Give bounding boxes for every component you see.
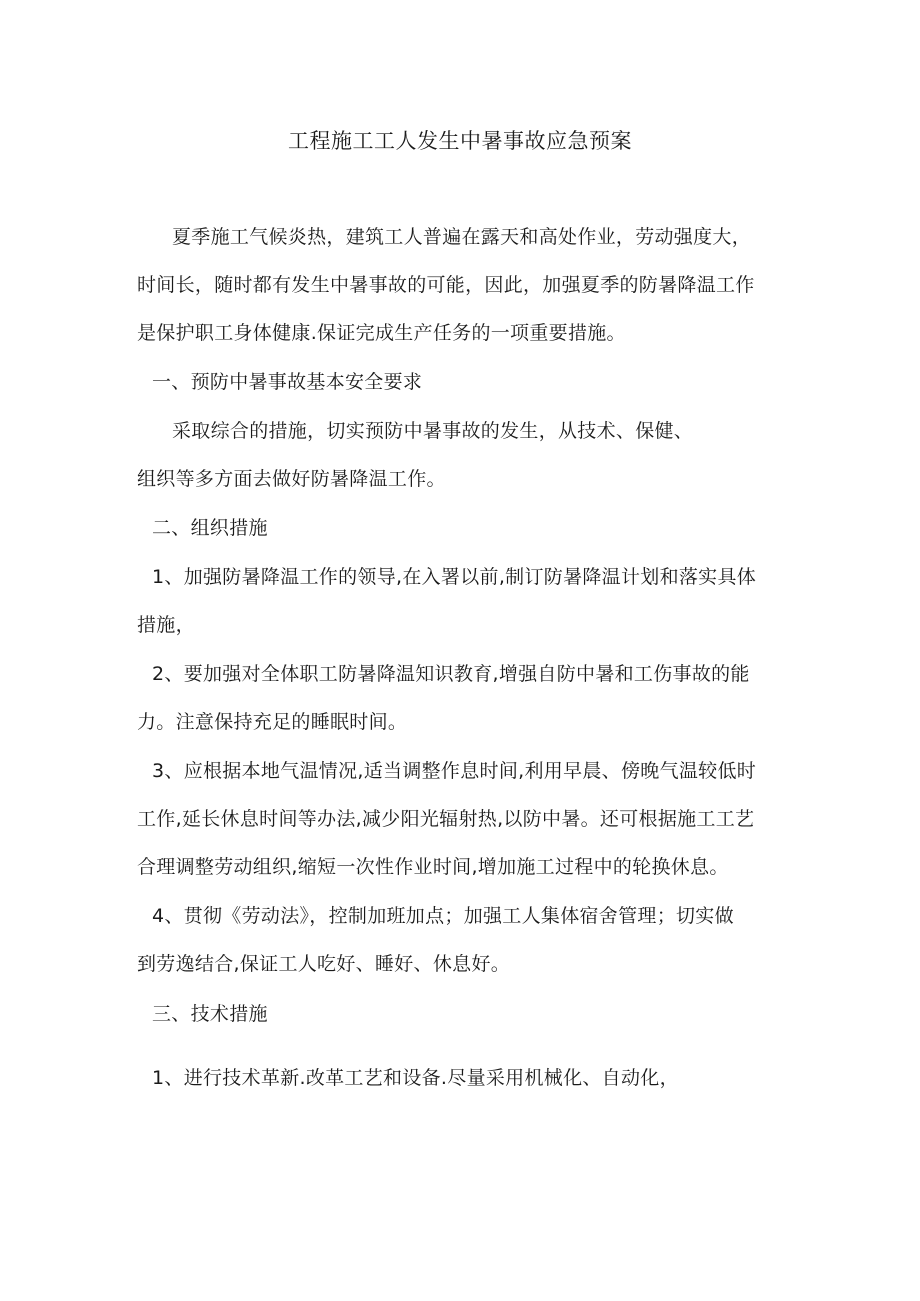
intro-line-3: 是保护职工身体健康.保证完成生产任务的一项重要措施。: [137, 322, 626, 344]
intro-line-1: 夏季施工气候炎热，建筑工人普遍在露天和高处作业，劳动强度大，: [172, 226, 752, 248]
section-2-item-2-line-2: 力。注意保持充足的睡眠时间。: [137, 711, 408, 733]
section-2-item-4-line-2: 到劳逸结合,保证工人吃好、睡好、休息好。: [137, 953, 511, 975]
section-2-item-1-line-1: 1、加强防暑降温工作的领导,在入署以前,制订防暑降温计划和落实具体: [152, 566, 757, 588]
intro-line-2: 时间长，随时都有发生中暑事故的可能，因此，加强夏季的防暑降温工作: [137, 274, 755, 296]
document-title: 工程施工工人发生中暑事故应急预案: [288, 129, 632, 153]
section-2-item-2-line-1: 2、要加强对全体职工防暑降温知识教育,增强自防中暑和工伤事故的能: [152, 663, 750, 685]
section-3-item-1-line-1: 1、进行技术革新.改革工艺和设备.尽量采用机械化、自动化，: [152, 1067, 679, 1089]
section-2-item-3-line-1: 3、应根据本地气温情况,适当调整作息时间,利用早晨、傍晚气温较低时: [152, 760, 757, 782]
section-2-item-3-line-2: 工作,延长休息时间等办法,减少阳光辐射热,以防中暑。还可根据施工工艺: [137, 808, 755, 830]
section-1-heading: 一、预防中暑事故基本安全要求: [152, 371, 423, 393]
section-2-item-1-line-2: 措施，: [137, 614, 195, 636]
section-2-item-4-line-1: 4、贯彻《劳动法》，控制加班加点；加强工人集体宿舍管理；切实做: [152, 905, 734, 927]
section-2-item-3-line-3: 合理调整劳动组织,缩短一次性作业时间,增加施工过程中的轮换休息。: [137, 856, 729, 878]
section-1-line-2: 组织等多方面去做好防暑降温工作。: [137, 468, 446, 490]
section-3-heading: 三、技术措施: [152, 1003, 268, 1025]
section-2-heading: 二、组织措施: [152, 517, 268, 539]
section-1-line-1: 采取综合的措施，切实预防中暑事故的发生，从技术、保健、: [172, 420, 694, 442]
